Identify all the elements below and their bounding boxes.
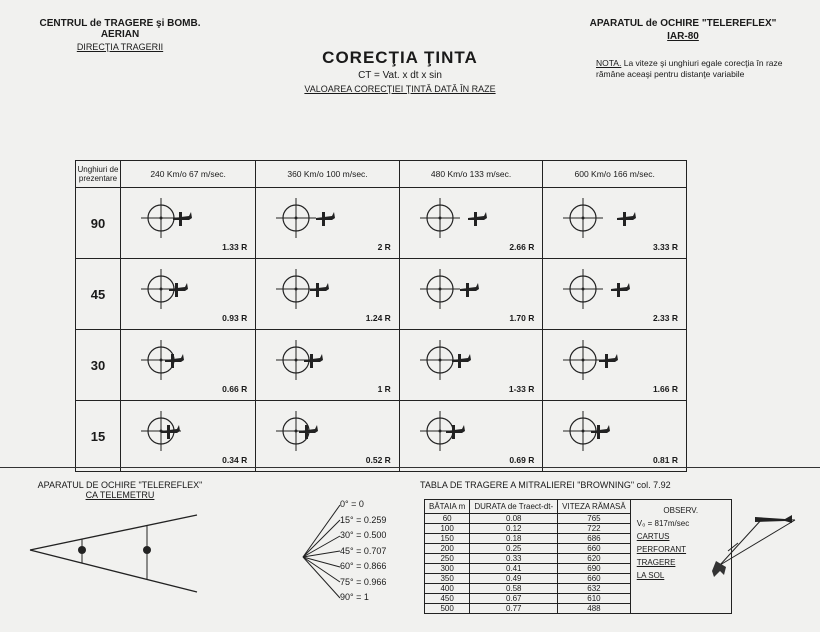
- correction-cell: [256, 188, 400, 259]
- aircraft-icon: [316, 212, 335, 226]
- table-row: 350 0.49 660: [425, 574, 732, 584]
- table-row: 250 0.33 620: [425, 554, 732, 564]
- correction-value: 1 R: [377, 384, 391, 394]
- header-right-subtitle: IAR-80: [667, 31, 699, 42]
- correction-cell: [399, 330, 543, 401]
- correction-value: 1.24 R: [365, 313, 391, 323]
- correction-cell: [121, 188, 256, 259]
- reticle-icon: [121, 401, 271, 471]
- reticle-icon: [121, 259, 271, 329]
- telemetru-title-line2: CA TELEMETRU: [85, 490, 155, 500]
- correction-value: 2.33 R: [652, 313, 678, 323]
- correction-value: 1.66 R: [652, 384, 678, 394]
- telemetru-title: [30, 480, 210, 500]
- header-left-subtitle: DIRECŢIA TRAGERII: [76, 42, 164, 52]
- table-row: 60 0.08 765: [425, 514, 732, 524]
- correction-cell: [256, 401, 400, 472]
- aircraft-icon: [460, 283, 479, 297]
- observ-line: PERFORANT: [636, 545, 687, 554]
- aircraft-icon: [310, 283, 329, 297]
- aircraft-icon: [169, 283, 188, 297]
- sine-value: 30° = 0.500: [340, 530, 387, 540]
- sine-values: [340, 497, 386, 606]
- aircraft-icon: [161, 425, 180, 439]
- aircraft-icon: [446, 425, 465, 439]
- column-header: BĂTAIA m: [425, 500, 470, 514]
- nota-label: NOTA.: [596, 58, 622, 68]
- speed-header: 360 Km/o 100 m/sec.: [256, 161, 400, 188]
- correction-value: 2 R: [377, 242, 391, 252]
- angle-label: 90: [76, 188, 121, 259]
- correction-value: 0.34 R: [222, 455, 248, 465]
- angle-label: 15: [76, 401, 121, 472]
- correction-cell: [399, 188, 543, 259]
- correction-cell: [543, 188, 687, 259]
- correction-table: [75, 160, 687, 472]
- sine-value: 60° = 0.866: [340, 561, 387, 571]
- corner-header: Unghiuri de prezentare: [76, 161, 121, 188]
- correction-cell: [543, 259, 687, 330]
- correction-cell: [121, 330, 256, 401]
- angle-label: 45: [76, 259, 121, 330]
- correction-value: 1-33 R: [508, 384, 535, 394]
- table-row: 100 0.12 722: [425, 524, 732, 534]
- speed-header: 480 Km/o 133 m/sec.: [399, 161, 543, 188]
- table-row: 150 0.18 686: [425, 534, 732, 544]
- nota: [596, 58, 786, 80]
- correction-cell: [543, 330, 687, 401]
- correction-value: 3.33 R: [652, 242, 678, 252]
- attack-angle-diagram: [700, 505, 810, 590]
- telemetru-title-line1: APARATUL DE OCHIRE "TELEREFLEX": [37, 480, 203, 490]
- sine-value: 90° = 1: [340, 592, 369, 602]
- correction-cell: [399, 401, 543, 472]
- table-row: 500 0.77 488: [425, 604, 732, 614]
- formula: CT = Vat. x dt x sin: [358, 70, 442, 81]
- correction-value: 0.93 R: [222, 313, 248, 323]
- correction-value: 0.52 R: [365, 455, 391, 465]
- table-row: 300 0.41 690: [425, 564, 732, 574]
- correction-cell: [256, 259, 400, 330]
- aircraft-icon: [591, 425, 610, 439]
- observ-line: CARTUS: [636, 532, 670, 541]
- browning-title: TABLA DE TRAGERE A MITRALIEREI "BROWNING" col. 7.92: [420, 480, 671, 490]
- aircraft-icon: [468, 212, 487, 226]
- header-left-title: CENTRUL de TRAGERE şi BOMB. AERIAN: [39, 18, 201, 40]
- correction-cell: [121, 259, 256, 330]
- table-row: 450 0.67 610: [425, 594, 732, 604]
- aircraft-icon: [611, 283, 630, 297]
- speed-header: 600 Km/o 166 m/sec.: [543, 161, 687, 188]
- aircraft-icon: [599, 354, 618, 368]
- correction-value: 0.66 R: [222, 384, 248, 394]
- aircraft-icon: [165, 354, 184, 368]
- browning-table: [424, 499, 732, 614]
- reticle-icon: [121, 188, 271, 258]
- header-right-title: APARATUL de OCHIRE "TELEREFLEX": [589, 18, 777, 29]
- correction-value: 1.33 R: [222, 242, 248, 252]
- sine-value: 0° = 0: [340, 499, 364, 509]
- correction-cell: [399, 259, 543, 330]
- sine-value: 75° = 0.966: [340, 576, 387, 587]
- page-title: CORECŢIA ŢINTA: [322, 48, 478, 67]
- page-subtitle: VALOAREA CORECŢIEI ŢINTĂ DATĂ ÎN RAZE: [304, 84, 496, 94]
- telemetru-diagram: [25, 510, 205, 600]
- aircraft-icon: [304, 354, 323, 368]
- sine-value: 15° = 0.259: [340, 514, 387, 525]
- correction-cell: [543, 401, 687, 472]
- correction-value: 1.70 R: [509, 313, 535, 323]
- nota-text: La viteze şi unghiuri egale corecţia în raze rămâne aceaşi pentru distanţe variabile: [596, 58, 783, 79]
- angle-label: 30: [76, 330, 121, 401]
- reticle-icon: [121, 330, 271, 400]
- aircraft-icon: [173, 212, 192, 226]
- correction-value: 0.81 R: [652, 455, 678, 465]
- correction-cell: [121, 401, 256, 472]
- sine-value: 45° = 0.707: [340, 545, 387, 556]
- correction-value: 0.69 R: [509, 455, 535, 465]
- header-left: [30, 18, 210, 52]
- speed-header: 240 Km/o 67 m/sec.: [121, 161, 256, 188]
- header-right: [588, 18, 778, 42]
- observ-line: TRAGERE: [636, 558, 676, 567]
- muzzle-velocity: V₀ = 817m/sec: [636, 519, 690, 528]
- table-row: 400 0.58 632: [425, 584, 732, 594]
- sine-fan-diagram: [298, 497, 343, 607]
- column-header: DURATA de Traect-dt-: [470, 500, 558, 514]
- table-row: 200 0.25 660: [425, 544, 732, 554]
- aircraft-icon: [452, 354, 471, 368]
- observ-header: OBSERV.: [663, 506, 699, 515]
- column-header: VITEZA RĂMASĂ: [558, 500, 631, 514]
- aircraft-icon: [617, 212, 636, 226]
- observ-line: LA SOL: [636, 571, 665, 580]
- correction-cell: [256, 330, 400, 401]
- correction-value: 2.66 R: [509, 242, 535, 252]
- section-divider: [0, 467, 820, 468]
